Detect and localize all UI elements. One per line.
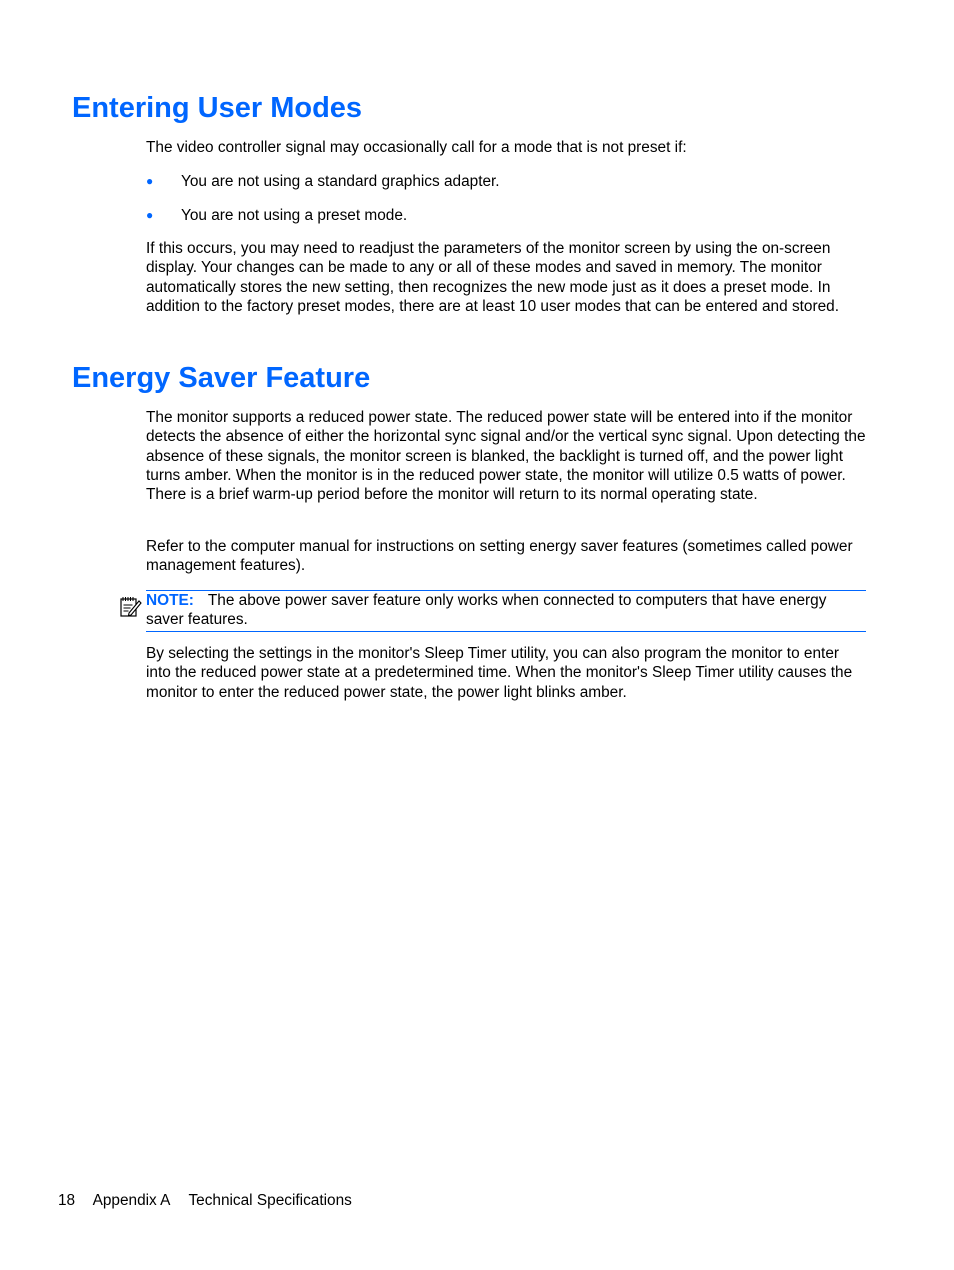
- user-modes-paragraph: If this occurs, you may need to readjust the parameters of the monitor screen by using the on-screen display. Your changes can be made to any or all of these modes and saved in memory. The monitor automatically stores the new setting, then recognizes the new mode just as it does a preset mode. In addition to the factory preset modes, there are at least 10 user modes that can be entered and stored.: [146, 240, 839, 315]
- note-box: [146, 590, 866, 632]
- note-label: NOTE:: [146, 592, 194, 609]
- section-heading-user-modes: Entering User Modes: [72, 92, 363, 124]
- bullet-text: You are not using a standard graphics adapter.: [181, 173, 500, 190]
- bullet-dot-icon: ●: [146, 174, 154, 188]
- note-text: [146, 591, 866, 630]
- user-modes-intro: The video controller signal may occasionally call for a mode that is not preset if:: [146, 139, 687, 156]
- section-heading-energy-saver: Energy Saver Feature: [72, 362, 371, 394]
- page-footer: [58, 1191, 366, 1210]
- footer-title: Technical Specifications: [188, 1192, 352, 1209]
- bullet-dot-icon: ●: [146, 208, 154, 222]
- footer-appendix: Appendix A: [92, 1192, 171, 1209]
- energy-saver-paragraph-3: By selecting the settings in the monitor's Sleep Timer utility, you can also program the monitor to enter into the reduced power state at a predetermined time. When the monitor's Sleep Timer utility causes the monitor to enter the reduced power state, the power light blinks amber.: [146, 645, 853, 701]
- note-body: The above power saver feature only works when connected to computers that have energy saver features.: [146, 592, 827, 629]
- energy-saver-paragraph-2: Refer to the computer manual for instructions on setting energy saver features (sometimes called power management features).: [146, 538, 853, 575]
- note-pad-icon: [119, 594, 143, 618]
- bullet-text: You are not using a preset mode.: [181, 207, 408, 224]
- energy-saver-paragraph-1: The monitor supports a reduced power state. The reduced power state will be entered into if the monitor detects the absence of either the horizontal sync signal and/or the vertical sync signal. Upon detecting the absence of these signals, the monitor screen is blanked, the backlight is turned off, and the power light turns amber. When the monitor is in the reduced power state, the monitor will utilize 0.5 watts of power. There is a brief warm-up period before the monitor will return to its normal operating state.: [146, 409, 866, 504]
- page-number: 18: [58, 1192, 76, 1209]
